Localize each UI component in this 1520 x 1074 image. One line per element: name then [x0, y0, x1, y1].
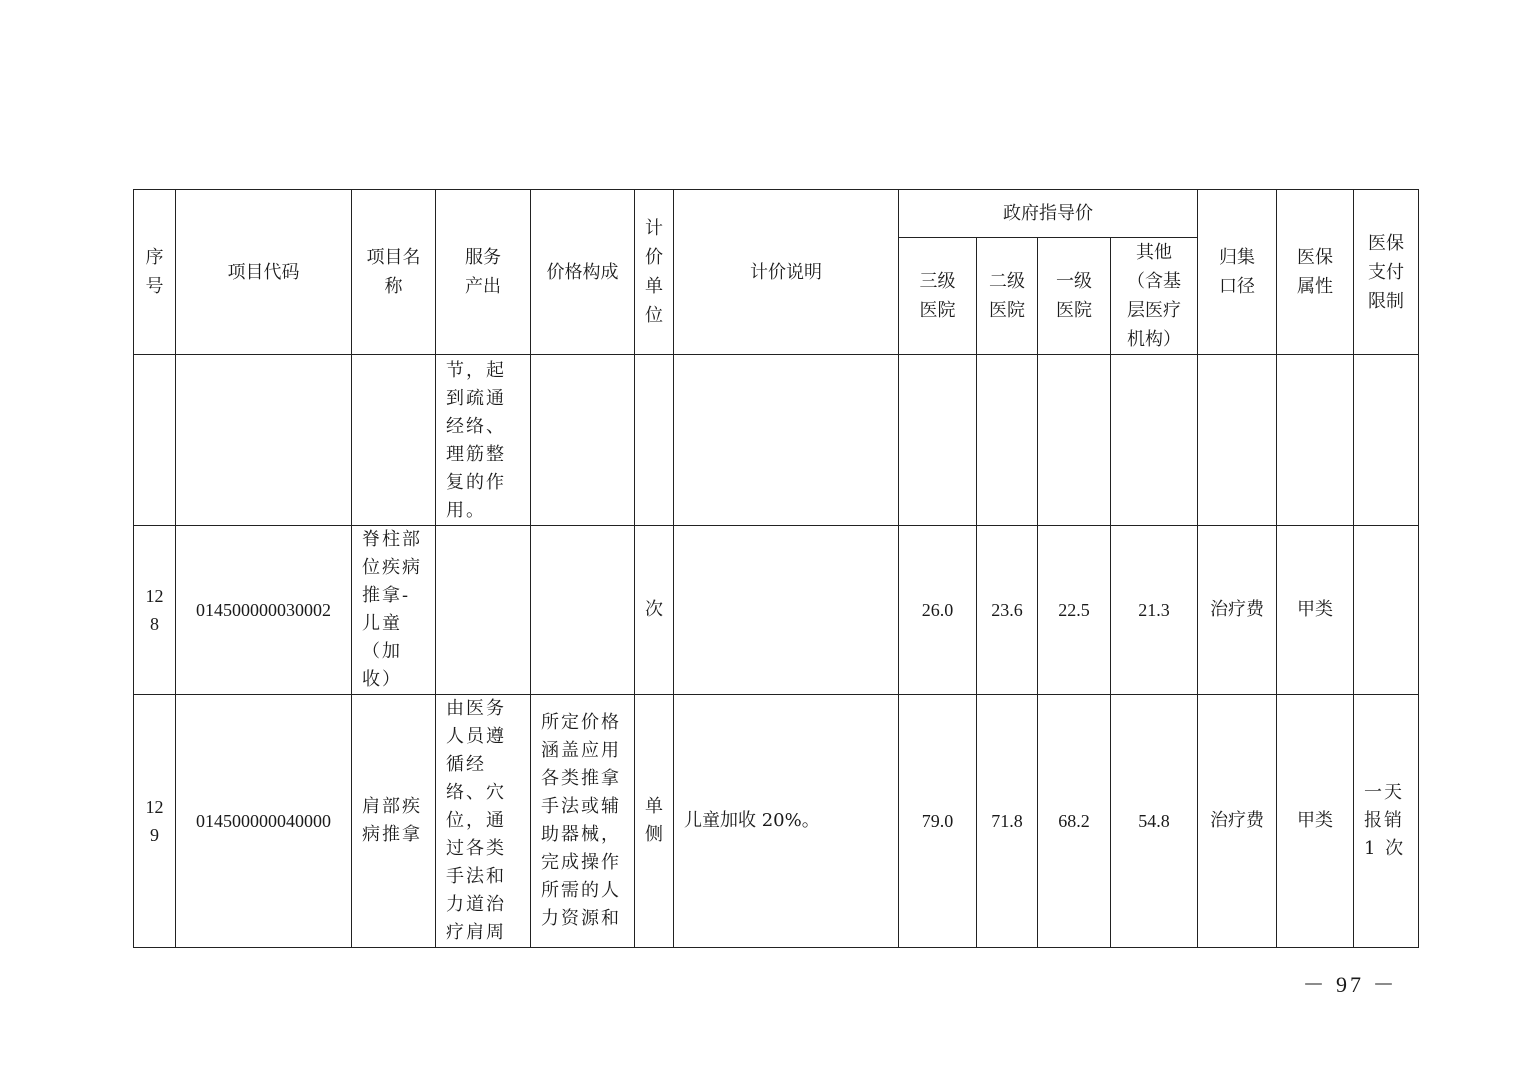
cell-code: 014500000040000 [176, 695, 352, 948]
cell-output [436, 526, 531, 695]
cell-limit: 一天报销 1 次 [1354, 695, 1419, 948]
cell-category: 治疗费 [1198, 695, 1277, 948]
cell-name: 脊柱部位疾病推拿-儿童（加收） [352, 526, 436, 695]
header-code: 项目代码 [176, 190, 352, 355]
header-tier1: 一级医院 [1038, 238, 1111, 355]
cell-price-composition [531, 526, 635, 695]
cell-note [674, 355, 899, 526]
cell-category [1198, 355, 1277, 526]
cell-output: 由医务人员遵循经络、穴位，通过各类手法和力道治疗肩周 [436, 695, 531, 948]
cell-unit [635, 355, 674, 526]
cell-note: 儿童加收 20%。 [674, 695, 899, 948]
cell-name: 肩部疾病推拿 [352, 695, 436, 948]
cell-price-composition: 所定价格涵盖应用各类推拿手法或辅助器械，完成操作所需的人力资源和 [531, 695, 635, 948]
table-row [134, 526, 1419, 695]
cell-insurance-type: 甲类 [1277, 695, 1354, 948]
cell-other: 54.8 [1111, 695, 1198, 948]
cell-tier1: 22.5 [1038, 526, 1111, 695]
header-category: 归集口径 [1198, 190, 1277, 355]
pricing-table [133, 189, 1419, 948]
cell-code [176, 355, 352, 526]
header-unit: 计价单位 [635, 190, 674, 355]
header-output: 服务产出 [436, 190, 531, 355]
cell-tier3: 79.0 [899, 695, 977, 948]
header-name: 项目名称 [352, 190, 436, 355]
table-row [134, 355, 1419, 526]
header-insurance-type: 医保属性 [1277, 190, 1354, 355]
cell-unit: 单侧 [635, 695, 674, 948]
header-price-composition: 价格构成 [531, 190, 635, 355]
cell-category: 治疗费 [1198, 526, 1277, 695]
cell-price-composition [531, 355, 635, 526]
cell-other [1111, 355, 1198, 526]
cell-tier2: 23.6 [977, 526, 1038, 695]
cell-limit [1354, 355, 1419, 526]
cell-other: 21.3 [1111, 526, 1198, 695]
cell-seq: 129 [134, 695, 176, 948]
header-gov-price: 政府指导价 [899, 190, 1198, 238]
cell-unit: 次 [635, 526, 674, 695]
cell-tier3 [899, 355, 977, 526]
header-tier2: 二级医院 [977, 238, 1038, 355]
cell-seq [134, 355, 176, 526]
cell-insurance-type [1277, 355, 1354, 526]
header-other: 其他（含基层医疗机构） [1111, 238, 1198, 355]
cell-tier2 [977, 355, 1038, 526]
header-tier3: 三级医院 [899, 238, 977, 355]
header-seq: 序号 [134, 190, 176, 355]
header-limit: 医保支付限制 [1354, 190, 1419, 355]
cell-output: 节，起到疏通经络、理筋整复的作用。 [436, 355, 531, 526]
cell-tier1 [1038, 355, 1111, 526]
cell-tier2: 71.8 [977, 695, 1038, 948]
table-row [134, 695, 1419, 948]
cell-tier3: 26.0 [899, 526, 977, 695]
cell-tier1: 68.2 [1038, 695, 1111, 948]
cell-insurance-type: 甲类 [1277, 526, 1354, 695]
cell-name [352, 355, 436, 526]
page-number: － 97 － [1302, 972, 1398, 997]
header-note: 计价说明 [674, 190, 899, 355]
cell-note [674, 526, 899, 695]
cell-limit [1354, 526, 1419, 695]
cell-code: 014500000030002 [176, 526, 352, 695]
cell-seq: 128 [134, 526, 176, 695]
